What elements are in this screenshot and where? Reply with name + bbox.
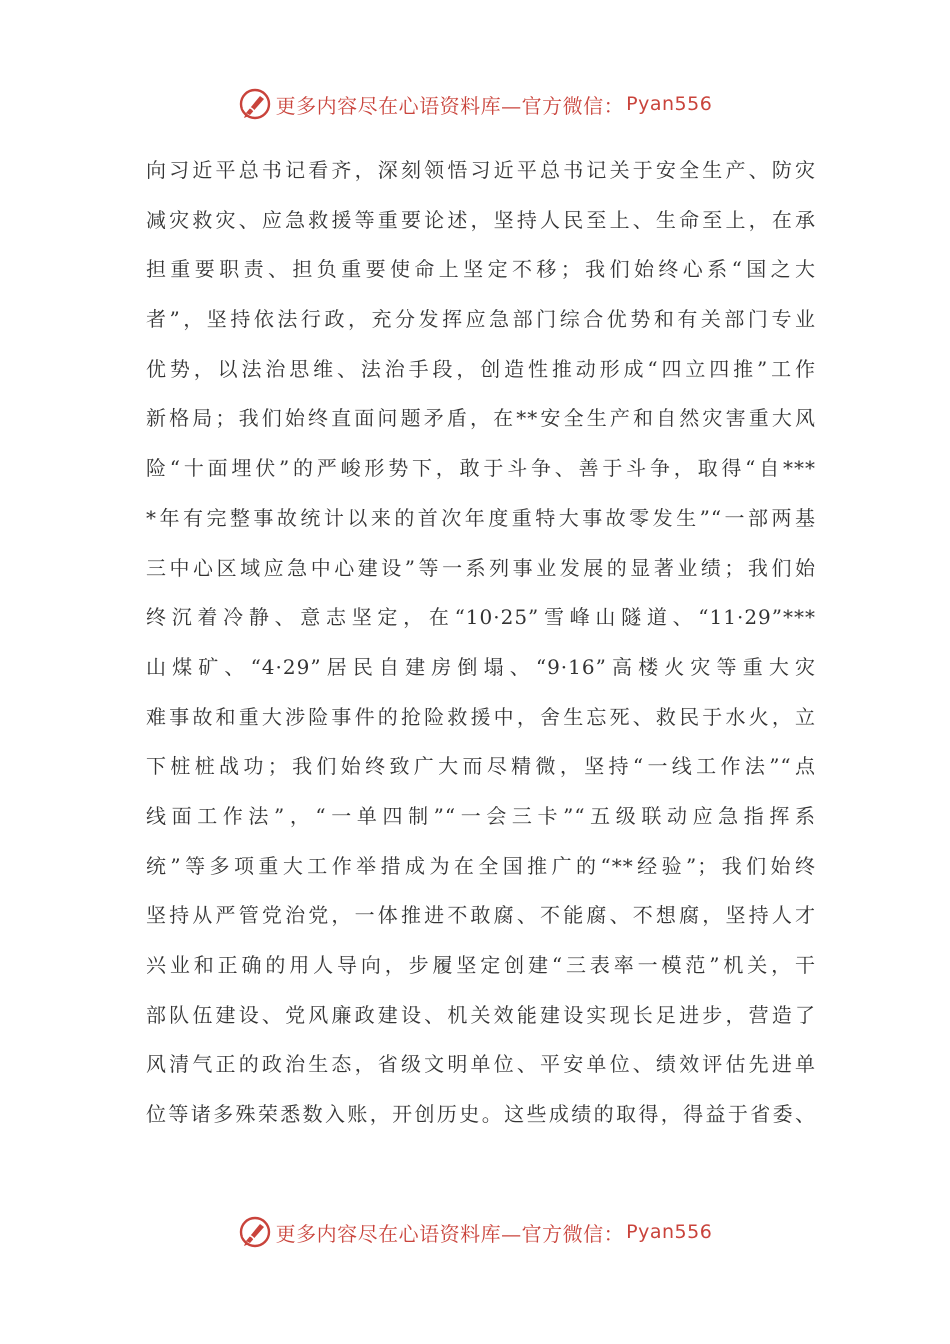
pen-logo-icon bbox=[238, 1215, 272, 1249]
body-line: 难事故和重大涉险事件的抢险救援中，舍生忘死、救民于水火，立 bbox=[146, 704, 816, 729]
watermark-text: 更多内容尽在心语资料库—官方微信： bbox=[275, 1221, 625, 1246]
body-line: 优势，以法治思维、法治手段，创造性推动形成“四立四推”工作 bbox=[146, 356, 816, 381]
watermark-text: 更多内容尽在心语资料库—官方微信： bbox=[275, 93, 625, 118]
watermark-handle: Pyan556 bbox=[626, 1221, 713, 1243]
body-line: 终沉着冷静、意志坚定，在“10·25”雪峰山隧道、“11·29”*** bbox=[146, 605, 816, 630]
body-line: 线面工作法”，“一单四制”“一会三卡”“五级联动应急指挥系 bbox=[146, 803, 816, 828]
body-line: 减灾救灾、应急救援等重要论述，坚持人民至上、生命至上，在承 bbox=[146, 207, 816, 232]
body-line: 位等诸多殊荣悉数入账，开创历史。这些成绩的取得，得益于省委、 bbox=[146, 1102, 816, 1127]
body-line: 向习近平总书记看齐，深刻领悟习近平总书记关于安全生产、防灾 bbox=[146, 158, 816, 182]
body-line: 山煤矿、“4·29”居民自建房倒塌、“9·16”高楼火灾等重大灾 bbox=[146, 654, 816, 679]
body-line: *年有完整事故统计以来的首次年度重特大事故零发生”“一部两基 bbox=[146, 505, 816, 530]
body-line: 三中心区域应急中心建设”等一系列事业发展的显著业绩；我们始 bbox=[146, 555, 816, 580]
body-line: 风清气正的政治生态，省级文明单位、平安单位、绩效评估先进单 bbox=[146, 1052, 816, 1077]
watermark-handle: Pyan556 bbox=[626, 93, 713, 115]
body-line: 担重要职责、担负重要使命上坚定不移；我们始终心系“国之大 bbox=[146, 257, 816, 282]
body-line: 下桩桩战功；我们始终致广大而尽精微，坚持“一线工作法”“点 bbox=[146, 754, 816, 779]
document-body bbox=[146, 146, 816, 1140]
body-line: 统”等多项重大工作举措成为在全国推广的“**经验”；我们始终 bbox=[146, 853, 816, 878]
pen-logo-icon bbox=[238, 87, 272, 121]
watermark-header bbox=[0, 84, 950, 124]
body-line: 部队伍建设、党风廉政建设、机关效能建设实现长足进步，营造了 bbox=[146, 1002, 816, 1027]
body-line: 险“十面埋伏”的严峻形势下，敢于斗争、善于斗争，取得“自*** bbox=[146, 456, 816, 481]
body-line: 坚持从严管党治党，一体推进不敢腐、不能腐、不想腐，坚持人才 bbox=[146, 903, 816, 928]
watermark-footer bbox=[0, 1212, 950, 1252]
body-line: 新格局；我们始终直面问题矛盾，在**安全生产和自然灾害重大风 bbox=[146, 406, 816, 431]
body-line: 者”，坚持依法行政，充分发挥应急部门综合优势和有关部门专业 bbox=[146, 307, 816, 332]
body-line: 兴业和正确的用人导向，步履坚定创建“三表率一模范”机关，干 bbox=[146, 953, 816, 977]
